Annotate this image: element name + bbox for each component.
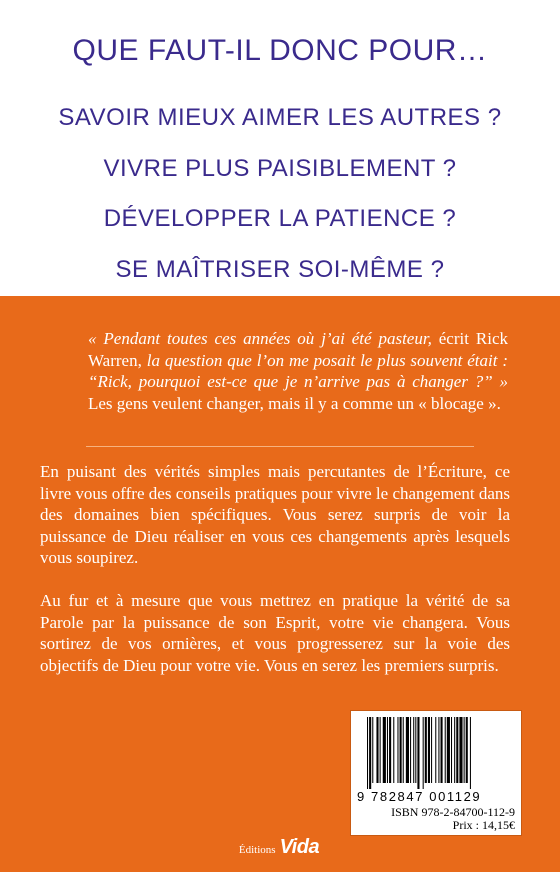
quote-attribution: écrit Rick Warren, [88, 329, 508, 370]
barcode-bar [438, 717, 439, 783]
barcode-bar [403, 717, 404, 783]
barcode-bar [397, 717, 398, 783]
barcode-bar [470, 717, 471, 789]
barcode-bar [372, 717, 373, 783]
quote-tail: Les gens veulent changer, mais il y a comme un « blocage ». [88, 393, 501, 413]
barcode-icon [361, 717, 513, 789]
barcode-bar [425, 717, 427, 783]
barcode-bar [447, 717, 450, 783]
quote-block [88, 328, 508, 414]
barcode-bar [454, 717, 455, 783]
barcode-bar [393, 717, 394, 783]
barcode-bar [451, 717, 452, 783]
barcode-bar [413, 717, 414, 783]
barcode-bar [456, 717, 458, 783]
publisher-prefix: Éditions [238, 844, 276, 856]
barcode-bar [466, 717, 468, 783]
barcode-bar [459, 717, 462, 783]
barcode-bar [431, 717, 432, 783]
quote-italic-2: la question que l’on me posait le plus souvent était : “Rick, pourquoi est-ce que je n’arrive pas à changer ?” » [88, 350, 508, 391]
quote-italic-1: « Pendant toutes ces années où j’ai été pasteur, [88, 329, 432, 348]
barcode-bar [415, 717, 416, 783]
headline-question-4: SE MAÎTRISER SOI-MÊME ? [115, 256, 445, 283]
barcode-bar [369, 717, 371, 789]
barcode-bar [423, 717, 424, 789]
divider-line [86, 446, 474, 447]
publisher-name: Vida [279, 836, 320, 858]
barcode-bar [380, 717, 381, 783]
barcode-bar [387, 717, 388, 783]
isbn-block [375, 806, 515, 832]
barcode-bar [428, 717, 430, 783]
barcode-bar [383, 717, 386, 783]
headline-question-1: SAVOIR MIEUX AIMER LES AUTRES ? [58, 104, 502, 131]
barcode-bar [406, 717, 409, 783]
barcode-bar [441, 717, 443, 783]
headline-question-3: DÉVELOPPER LA PATIENCE ? [103, 205, 457, 232]
headline-title: QUE FAUT-IL DONC POUR… [72, 34, 488, 67]
description-paragraph-1: En puisant des vérités simples mais percutantes de l’Écriture, ce livre vous offre des conseils pratiques pour vivre le changement dans des domaines bien spécifiques. Vous serez surpris de voir la puissance de Dieu réaliser en vous ces changements après lesquels vous soupirez. [40, 462, 510, 567]
headline-question-2: VIVRE PLUS PAISIBLEMENT ? [103, 155, 457, 182]
barcode-bar [376, 717, 378, 783]
description-paragraph-2: Au fur et à mesure que vous mettrez en pratique la vérité de sa Parole par la puissance de son Esprit, votre vie changera. Vous sortirez de vos ornières, et vous progresserez sur la voie des objectifs de Dieu pour votre vie. Vous en serez les premiers surpris. [40, 591, 510, 675]
publisher-logo [214, 836, 344, 860]
barcode-bar [435, 717, 436, 783]
barcode-digits: 9 782847 001129 [357, 789, 482, 804]
barcode-box [350, 710, 522, 836]
isbn-number: ISBN 978-2-84700-112-9 [391, 805, 515, 819]
barcode-bar [400, 717, 402, 783]
barcode-bar [389, 717, 391, 783]
barcode-bar [445, 717, 446, 783]
barcode-bar [367, 717, 368, 789]
barcode-bar [417, 717, 419, 789]
barcode-bar [464, 717, 465, 783]
price-label: Prix : 14,15€ [452, 818, 515, 832]
barcode-bar [410, 717, 411, 783]
